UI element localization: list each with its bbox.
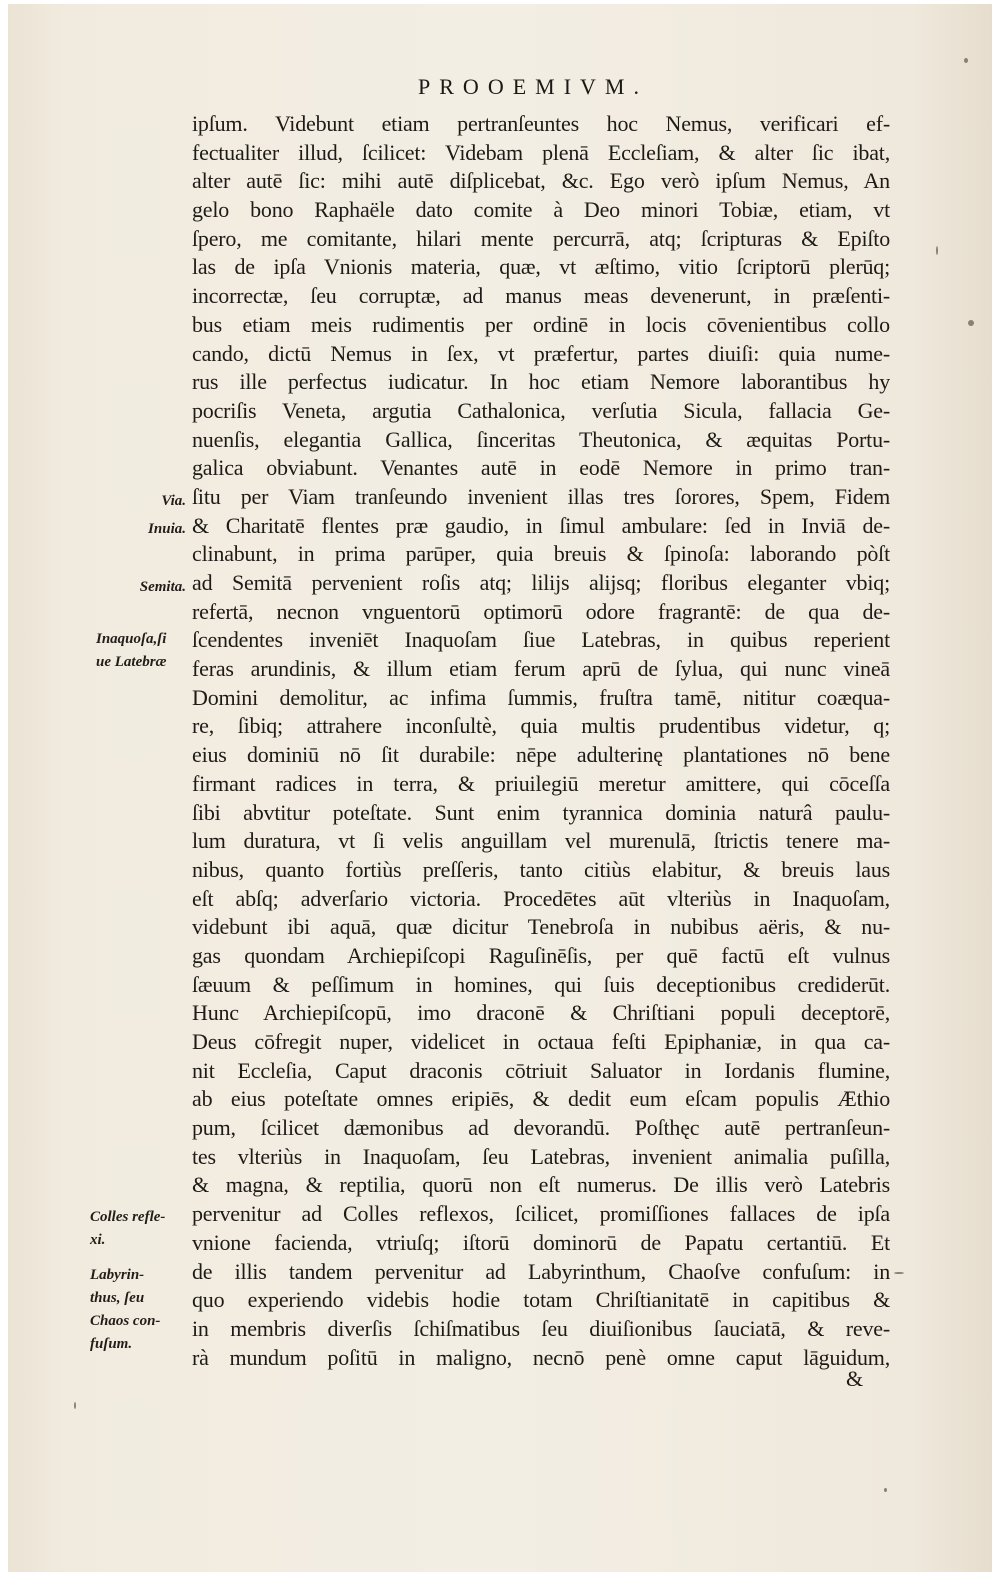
text-line: feras arundinis, & illum etiam ferum aprū de ſylua, qui nunc vineā [192, 656, 890, 682]
text-line: de illis tandem pervenitur ad Labyrinthum, Chaoſve confuſum: in [192, 1258, 890, 1284]
margin-note-semita [108, 576, 186, 599]
text-line: Domini demolitur, ac infima ſummis, fruſtra tamē, nititur coæqua- [192, 684, 890, 710]
margin-note-inaquosa-line-2: ue Latebræ [96, 654, 167, 670]
text-line: las de ipſa Vnionis materia, quæ, vt æſtimo, vitio ſcriptorū plerūq; [192, 254, 890, 280]
text-line: eſt abſq; adverſario victoria. Procedētes aūt vlteriùs in Inaquoſam, [192, 885, 890, 911]
text-line: incorrectæ, ſeu corruptæ, ad manus meas devenerunt, in præſenti- [192, 283, 890, 309]
margin-note-invia [108, 518, 186, 541]
text-line: tes vlteriùs in Inaquoſam, ſeu Latebras, invenient animalia puſilla, [192, 1143, 890, 1169]
text-line: cando, dictū Nemus in ſex, vt præfertur, partes diuiſi: quia nume- [192, 340, 890, 366]
ink-speck [968, 320, 974, 326]
text-line: ab eius poteſtate omnes eripiēs, & dedit eum eſcam populis Æthio [192, 1086, 890, 1112]
text-line: pum, ſcilicet dæmonibus ad devorandū. Poſthęc autē pertranſeun- [192, 1115, 890, 1141]
text-line: Hunc Archiepiſcopū, imo draconē & Chriſtiani populi deceptorē, [192, 1000, 890, 1026]
margin-note-labyrinthus [90, 1264, 186, 1356]
margin-note-labyrinthus-line-1: Labyrin- [90, 1267, 145, 1283]
ink-speck [74, 1402, 76, 1409]
text-line: & magna, & reptilia, quorū non eſt numerus. De illis verò Latebris [192, 1172, 890, 1198]
margin-note-invia-text: Inuia. [148, 521, 186, 537]
text-line: rà mundum poſitū in maligno, necnō penè omne caput lāguidum, [192, 1344, 890, 1370]
text-line: refertā, necnon vnguentorū optimorū odore fragrantē: de qua de- [192, 598, 890, 624]
body-text [192, 110, 890, 1401]
margin-note-labyrinthus-line-3: Chaos con- [90, 1313, 161, 1329]
margin-note-labyrinthus-line-2: thus, ſeu [90, 1290, 145, 1306]
text-line: nibus, quanto fortiùs preſſeris, tanto citiùs elabitur, & breuis laus [192, 856, 890, 882]
text-line [192, 1372, 890, 1401]
text-line: clinabunt, in prima parūper, quia breuis & ſpinoſa: laborando pòſt [192, 541, 890, 567]
text-line: galica obviabunt. Venantes autē in eodē Nemore in primo tran- [192, 455, 890, 481]
margin-note-labyrinthus-line-4: fuſum. [90, 1336, 133, 1352]
text-line: firmant radices in terra, & priuilegiū meretur amittere, qui cōceſſa [192, 770, 890, 796]
ink-speck [936, 246, 938, 255]
text-line: ſcendentes inveniēt Inaquoſam ſiue Latebras, in quibus reperient [192, 627, 890, 653]
text-line: rus ille perfectus iudicatur. In hoc etiam Nemore laborantibus hy [192, 369, 890, 395]
text-line: re, ſibiq; attrahere inconſultè, quia multis prudentibus videtur, q; [192, 713, 890, 739]
text-line: nit Eccleſia, Caput draconis cōtriuit Saluator in Iordanis flumine, [192, 1057, 890, 1083]
text-line: Deus cōfregit nuper, videlicet in octaua feſti Epiphaniæ, in qua ca- [192, 1029, 890, 1054]
text-line: ipſum. Videbunt etiam pertranſeuntes hoc Nemus, verificari ef- [192, 111, 890, 136]
text-line: ſpero, me comitante, hilari mente percurrā, atq; ſcripturas & Epiſto [192, 225, 890, 251]
text-line: ad Semitā pervenient roſis atq; lilijs alijsq; floribus eleganter vbiq; [192, 570, 890, 595]
margin-note-colles-line-1: Colles refle- [90, 1209, 166, 1225]
text-line: alter autē ſic: mihi autē diſplicebat, &c. Ego verò ipſum Nemus, An [192, 168, 890, 194]
text-line: ſibi abvtitur poteſtate. Sunt enim tyrannica dominia naturâ paulu- [192, 799, 890, 825]
text-line: nuenſis, elegantia Gallica, ſinceritas Theutonica, & æquitas Portu- [192, 426, 890, 452]
margin-note-inaquosa-line-1: Inaquoſa,ſi [96, 631, 167, 647]
margin-note-via [108, 490, 186, 513]
text-line: pervenitur ad Colles reflexos, ſcilicet, promiſſiones fallaces de ipſa [192, 1201, 890, 1227]
text-line: gelo bono Raphaële dato comite à Deo minori Tobiæ, etiam, vt [192, 197, 890, 223]
text-line: quo experiendo videbis hodie totam Chriſtianitatē in capitibus & [192, 1287, 890, 1313]
ink-speck [884, 1488, 887, 1492]
text-line: ſitu per Viam tranſeundo invenient illas tres ſorores, Spem, Fidem [192, 483, 890, 509]
margin-note-inaquosa [96, 628, 188, 674]
text-line: eius dominiū nō ſit durabile: nēpe adulterinę plantationes nō bene [192, 742, 890, 768]
text-line: gas quondam Archiepiſcopi Raguſinēſis, per quē factū eſt vulnus [192, 942, 890, 968]
margin-note-via-text: Via. [161, 493, 186, 509]
text-line: pocriſis Veneta, argutia Cathalonica, verſutia Sicula, fallacia Ge- [192, 397, 890, 423]
ink-speck [964, 58, 968, 63]
text-line: bus etiam meis rudimentis per ordinē in locis cōvenientibus collo [192, 311, 890, 337]
text-line: ſæuum & peſſimum in homines, qui ſuis deceptionibus crediderūt. [192, 971, 890, 997]
ink-speck [894, 1272, 904, 1274]
text-line: fectualiter illud, ſcilicet: Videbam plenā Eccleſiam, & alter ſic ibat, [192, 139, 890, 165]
text-line: vnione facienda, vtriuſq; iſtorū dominorū de Papatu certantiū. Et [192, 1229, 890, 1255]
catchword: & [846, 1366, 864, 1391]
margin-note-colles [90, 1206, 186, 1252]
book-page [8, 4, 992, 1572]
text-line: videbunt ibi aquā, quæ dicitur Tenebroſa in nubibus aëris, & nu- [192, 914, 890, 940]
margin-note-semita-text: Semita. [139, 579, 186, 595]
running-head: PROOEMIVM. [418, 74, 648, 99]
text-line: lum duratura, vt ſi velis anguillam vel murenulā, ſtrictis tenere ma- [192, 828, 890, 854]
text-line: in membris diverſis ſchiſmatibus ſeu diuiſionibus ſauciatā, & reve- [192, 1315, 890, 1341]
margin-note-colles-line-2: xi. [90, 1232, 106, 1248]
text-line: & Charitatē flentes præ gaudio, in ſimul ambulare: ſed in Inviā de- [192, 512, 890, 538]
